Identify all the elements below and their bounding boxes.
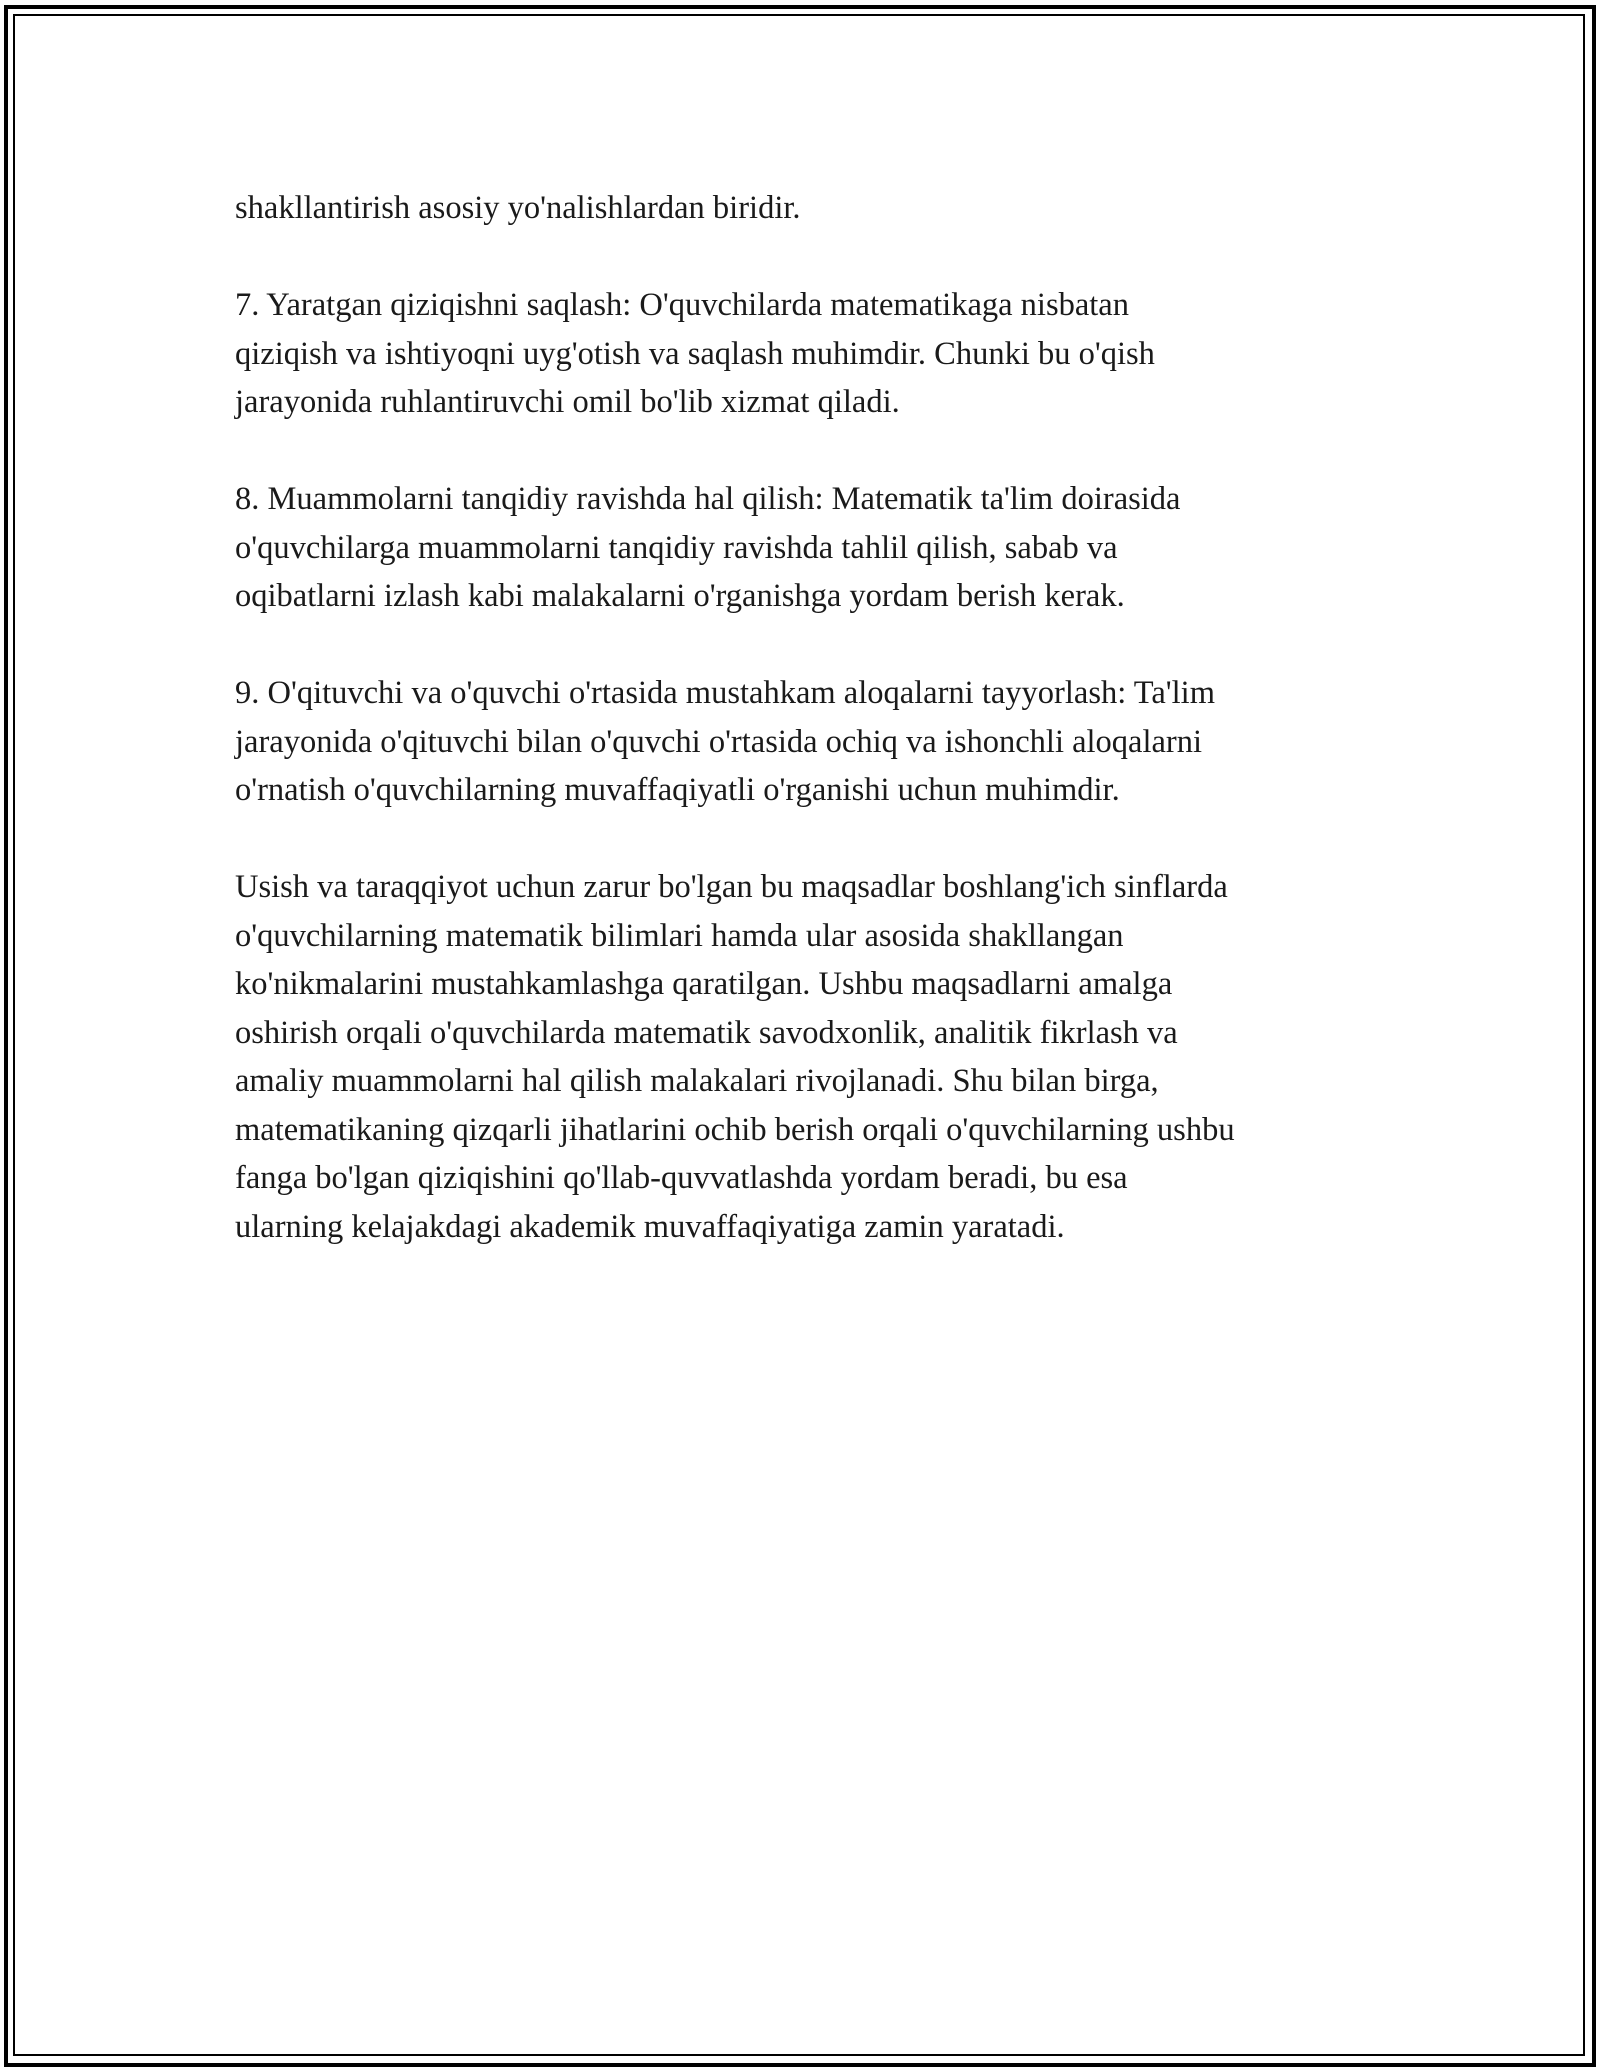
paragraph-conclusion: Usish va taraqqiyot uchun zarur bo'lgan bu maqsadlar boshlang'ich sinflarda o'quvchilarning matematik bilimlari hamda ular asosida shakllangan ko'nikmalarini mustahkamlashga qaratilgan. Ushbu maqsadlarni amalga oshirish orqali o'quvchilarda matematik savodxonlik, analitik fikrlash va amaliy muammolarni hal qilish malakalari rivojlanadi. Shu bilan birga, matematikaning qizqarli jihatlarini ochib berish orqali o'quvchilarning ushbu fanga bo'lgan qiziqishini qo'llab-quvvatlashda yordam beradi, bu esa ularning kelajakdagi akademik muvaffaqiyatiga zamin yaratadi.	[235, 869, 1235, 1245]
paragraph-item-9: 9. O'qituvchi va o'quvchi o'rtasida mustahkam aloqalarni tayyorlash: Ta'lim jarayonida o'qituvchi bilan o'quvchi o'rtasida ochiq va ishonchli aloqalarni o'rnatish o'quvchilarning muvaffaqiyatli o'rganishi uchun muhimdir.	[235, 675, 1215, 808]
paragraph-item-8: 8. Muammolarni tanqidiy ravishda hal qilish: Matematik ta'lim doirasida o'quvchilarga muammolarni tanqidiy ravishda tahlil qilish, sabab va oqibatlarni izlash kabi malakalarni o'rganishga yordam berish kerak.	[235, 481, 1181, 614]
document-body	[235, 184, 1395, 1300]
paragraph-continuation: shakllantirish asosiy yo'nalishlardan biridir.	[235, 190, 801, 226]
paragraph-item-7: 7. Yaratgan qiziqishni saqlash: O'quvchilarda matematikaga nisbatan qiziqish va ishtiyoqni uyg'otish va saqlash muhimdir. Chunki bu o'qish jarayonida ruhlantiruvchi omil bo'lib xizmat qiladi.	[235, 287, 1155, 420]
